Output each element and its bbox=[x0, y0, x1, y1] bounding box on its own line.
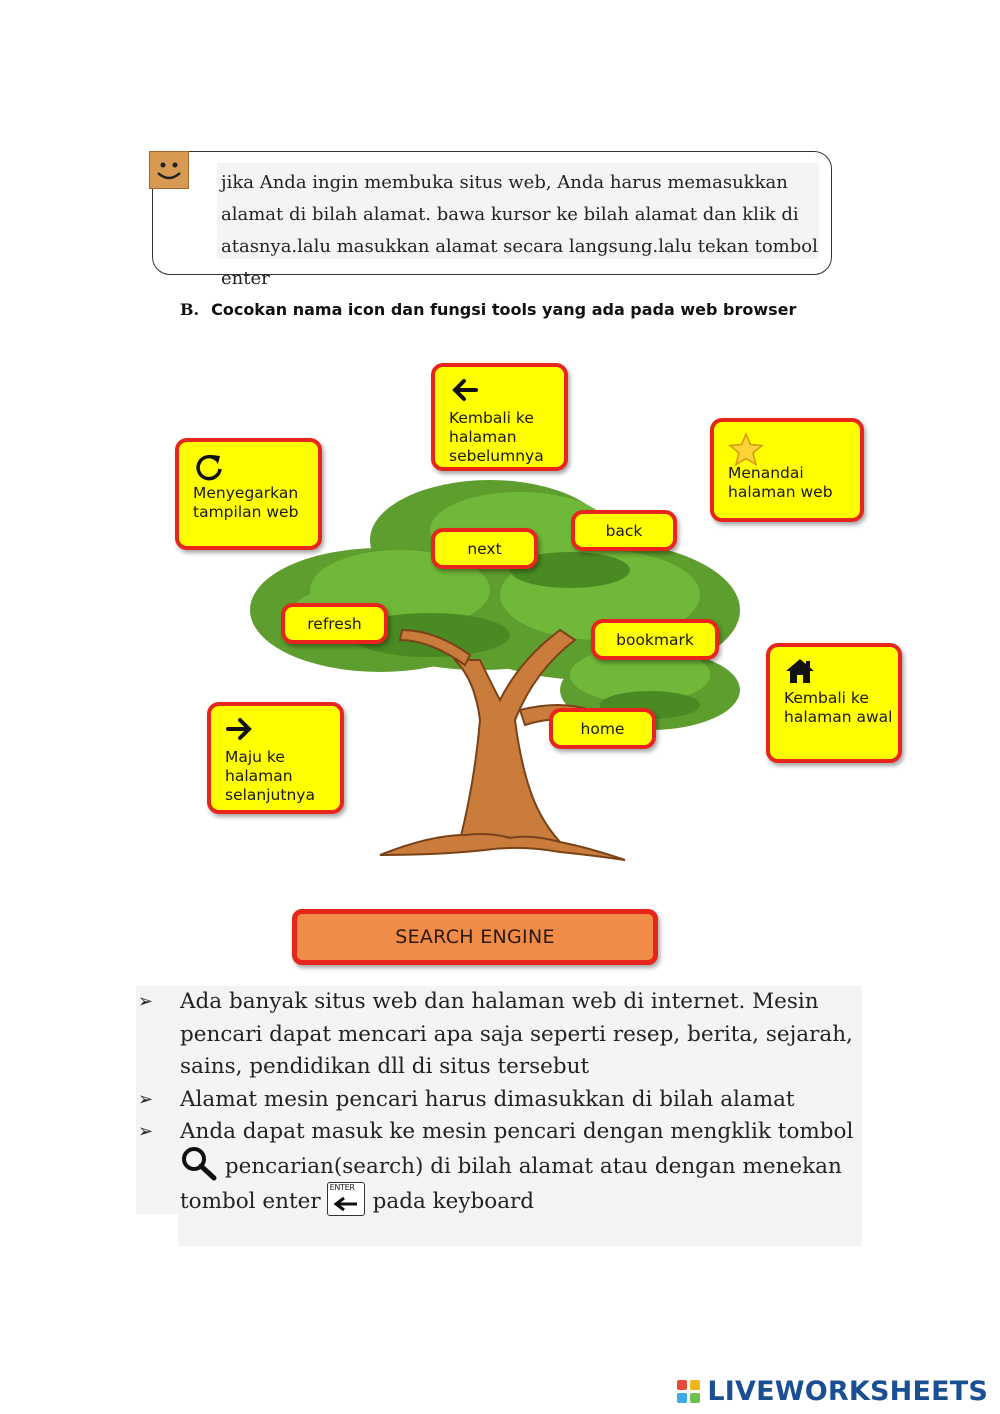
section-label: B. bbox=[180, 300, 200, 319]
brand-logo-icon bbox=[677, 1380, 701, 1404]
smiley-icon bbox=[149, 151, 189, 189]
magnifier-icon bbox=[180, 1145, 218, 1181]
label-refresh[interactable]: refresh bbox=[281, 603, 388, 644]
bullet-item-1 bbox=[138, 986, 868, 1084]
card-next-desc[interactable] bbox=[207, 702, 344, 814]
back-desc-text: Kembali ke halaman sebelumnya bbox=[449, 409, 544, 465]
bookmark-desc-text: Menandai halaman web bbox=[728, 464, 833, 501]
next-desc-text: Maju ke halaman selanjutnya bbox=[225, 748, 315, 804]
bullet-arrow-icon: ➢ bbox=[138, 991, 154, 1012]
card-bookmark-desc[interactable] bbox=[710, 418, 864, 522]
brand-text: LIVEWORKSHEETS bbox=[707, 1376, 988, 1407]
bullet-text-1: Ada banyak situs web dan halaman web di internet. Mesin pencari dapat mencari apa saja seperti resep, berita, sejarah, sains, pendidikan dll di situs tersebut bbox=[180, 989, 853, 1079]
label-home[interactable]: home bbox=[549, 708, 656, 749]
arrow-left-icon bbox=[449, 377, 564, 407]
bullet-list bbox=[138, 986, 868, 1219]
bullet-arrow-icon: ➢ bbox=[138, 1088, 154, 1110]
label-next[interactable]: next bbox=[431, 528, 538, 569]
bullet-text-3a: Anda dapat masuk ke mesin pencari dengan mengklik tombol bbox=[180, 1119, 854, 1144]
label-bookmark[interactable]: bookmark bbox=[591, 619, 719, 660]
bullet-text-2: Alamat mesin pencari harus dimasukkan di bilah alamat bbox=[180, 1086, 795, 1112]
enter-key-label: ENTER bbox=[329, 1182, 355, 1192]
bullet-arrow-icon: ➢ bbox=[138, 1121, 154, 1142]
card-refresh-desc[interactable] bbox=[175, 438, 322, 550]
card-back-desc[interactable] bbox=[431, 363, 568, 471]
home-icon bbox=[784, 657, 898, 687]
refresh-icon bbox=[193, 452, 318, 482]
section-title-text: Cocokan nama icon dan fungsi tools yang ada pada web browser bbox=[211, 300, 797, 319]
bullet-text-3c: pada keyboard bbox=[372, 1188, 535, 1214]
label-back[interactable]: back bbox=[571, 510, 677, 551]
refresh-desc-text: Menyegarkan tampilan web bbox=[193, 484, 299, 521]
bullet-item-3 bbox=[138, 1116, 868, 1219]
intro-text: jika Anda ingin membuka situs web, Anda harus memasukkan alamat di bilah alamat. bawa kursor ke bilah alamat dan klik di atasnya.lalu masukkan alamat secara langsung.lalu tekan tombol enter bbox=[221, 172, 818, 289]
arrow-right-icon bbox=[225, 716, 340, 746]
bullet-item-2 bbox=[138, 1084, 868, 1117]
enter-key-icon bbox=[327, 1182, 365, 1216]
card-home-desc[interactable] bbox=[766, 643, 902, 763]
brand-footer[interactable] bbox=[677, 1376, 988, 1407]
bullet-text-3b: pencarian(search) di bilah alamat atau dengan menekan tombol enter bbox=[180, 1153, 842, 1214]
search-engine-banner: SEARCH ENGINE bbox=[292, 909, 658, 965]
star-icon bbox=[728, 432, 860, 462]
home-desc-text: Kembali ke halaman awal bbox=[784, 689, 893, 726]
section-title bbox=[180, 300, 796, 319]
